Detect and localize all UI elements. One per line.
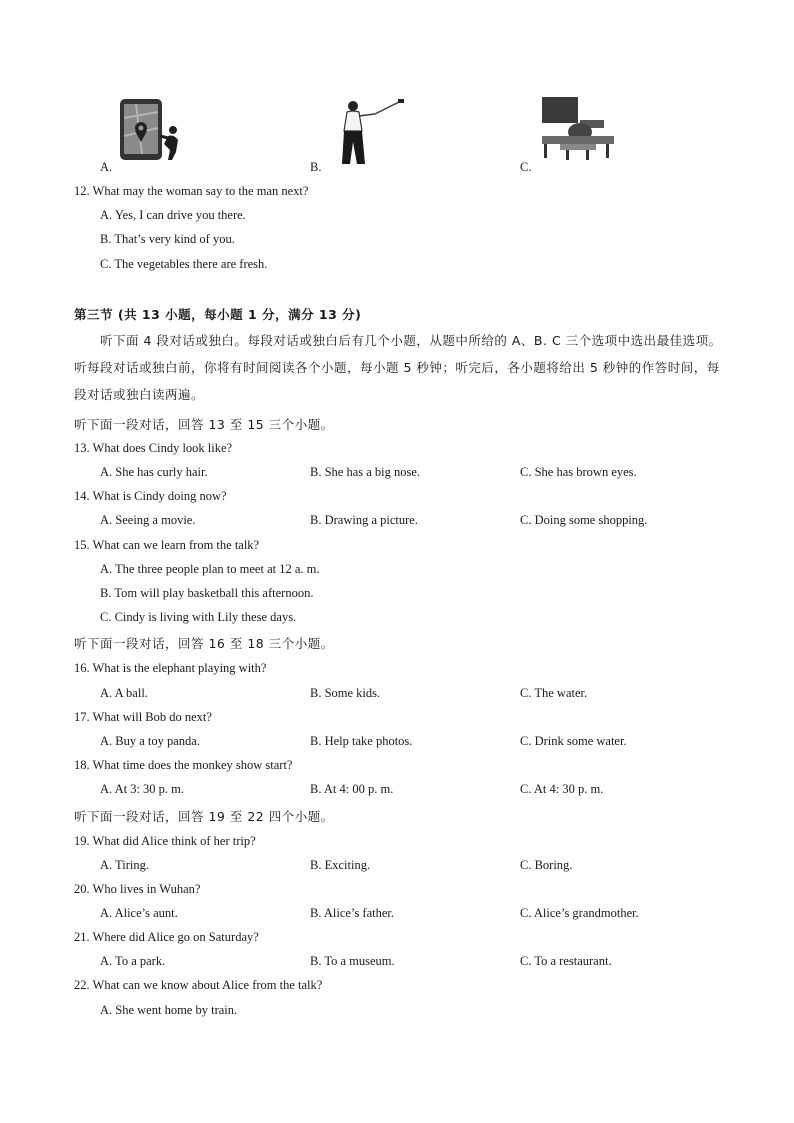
q17-option-b: B. Help take photos. bbox=[310, 734, 413, 748]
option-b-label: B. bbox=[310, 160, 322, 174]
q19-option-b: B. Exciting. bbox=[310, 858, 371, 872]
q15-option-b: B. Tom will play basketball this afternoon. bbox=[100, 586, 314, 600]
q22-option-a: A. She went home by train. bbox=[100, 1003, 238, 1017]
q16-option-c: C. The water. bbox=[520, 686, 588, 700]
group-3-intro: 听下面一段对话，回答 19 至 22 四个小题。 bbox=[74, 809, 334, 824]
q18-option-a: A. At 3: 30 p. m. bbox=[100, 782, 185, 796]
q14-option-a: A. Seeing a movie. bbox=[100, 513, 196, 527]
q21-option-c: C. To a restaurant. bbox=[520, 954, 612, 968]
q12-option-b: B. That’s very kind of you. bbox=[100, 232, 235, 246]
question-20: 20. Who lives in Wuhan? bbox=[74, 882, 201, 896]
q15-option-c: C. Cindy is living with Lily these days. bbox=[100, 610, 297, 624]
question-21: 21. Where did Alice go on Saturday? bbox=[74, 930, 259, 944]
q14-option-b: B. Drawing a picture. bbox=[310, 513, 418, 527]
q15-option-a: A. The three people plan to meet at 12 a. m. bbox=[100, 562, 320, 576]
question-17: 17. What will Bob do next? bbox=[74, 710, 212, 724]
q17-option-a: A. Buy a toy panda. bbox=[100, 734, 200, 748]
phone-map-icon bbox=[118, 98, 190, 162]
q12-option-a: A. Yes, I can drive you there. bbox=[100, 208, 246, 222]
selfie-woman-icon bbox=[335, 98, 407, 166]
option-a-label: A. bbox=[100, 160, 113, 174]
q16-option-b: B. Some kids. bbox=[310, 686, 381, 700]
q19-option-a: A. Tiring. bbox=[100, 858, 149, 872]
section-3-title: 第三节 (共 13 小题，每小题 1 分，满分 13 分) bbox=[74, 307, 362, 322]
option-c-label: C. bbox=[520, 160, 532, 174]
group-2-intro: 听下面一段对话，回答 16 至 18 三个小题。 bbox=[74, 636, 334, 651]
q13-option-a: A. She has curly hair. bbox=[100, 465, 208, 479]
section-3-instructions: 听下面 4 段对话或独白。每段对话或独白后有几个小题，从题中所给的 A、B. C 三个选项中选出最佳选项。听每段对话或独白前，你将有时间阅读各个小题，每小题 5 秒钟；听完后，各小题将给出 5 秒钟的作答时间，每段对话或独白读两遍。 bbox=[74, 333, 722, 402]
q14-option-c: C. Doing some shopping. bbox=[520, 513, 648, 527]
q18-option-c: C. At 4: 30 p. m. bbox=[520, 782, 604, 796]
question-13: 13. What does Cindy look like? bbox=[74, 441, 233, 455]
question-12: 12. What may the woman say to the man next? bbox=[74, 184, 309, 198]
question-19: 19. What did Alice think of her trip? bbox=[74, 834, 256, 848]
group-1-intro: 听下面一段对话，回答 13 至 15 三个小题。 bbox=[74, 417, 334, 432]
shop-stall-icon bbox=[540, 96, 614, 162]
q21-option-b: B. To a museum. bbox=[310, 954, 395, 968]
question-15: 15. What can we learn from the talk? bbox=[74, 538, 260, 552]
q17-option-c: C. Drink some water. bbox=[520, 734, 627, 748]
question-14: 14. What is Cindy doing now? bbox=[74, 489, 227, 503]
q21-option-a: A. To a park. bbox=[100, 954, 166, 968]
question-18: 18. What time does the monkey show start? bbox=[74, 758, 293, 772]
q13-option-c: C. She has brown eyes. bbox=[520, 465, 637, 479]
question-22: 22. What can we know about Alice from the talk? bbox=[74, 978, 323, 992]
q12-option-c: C. The vegetables there are fresh. bbox=[100, 257, 268, 271]
q18-option-b: B. At 4: 00 p. m. bbox=[310, 782, 394, 796]
q16-option-a: A. A ball. bbox=[100, 686, 148, 700]
q20-option-a: A. Alice’s aunt. bbox=[100, 906, 178, 920]
q19-option-c: C. Boring. bbox=[520, 858, 573, 872]
question-16: 16. What is the elephant playing with? bbox=[74, 661, 267, 675]
q20-option-c: C. Alice’s grandmother. bbox=[520, 906, 639, 920]
q13-option-b: B. She has a big nose. bbox=[310, 465, 421, 479]
q20-option-b: B. Alice’s father. bbox=[310, 906, 395, 920]
